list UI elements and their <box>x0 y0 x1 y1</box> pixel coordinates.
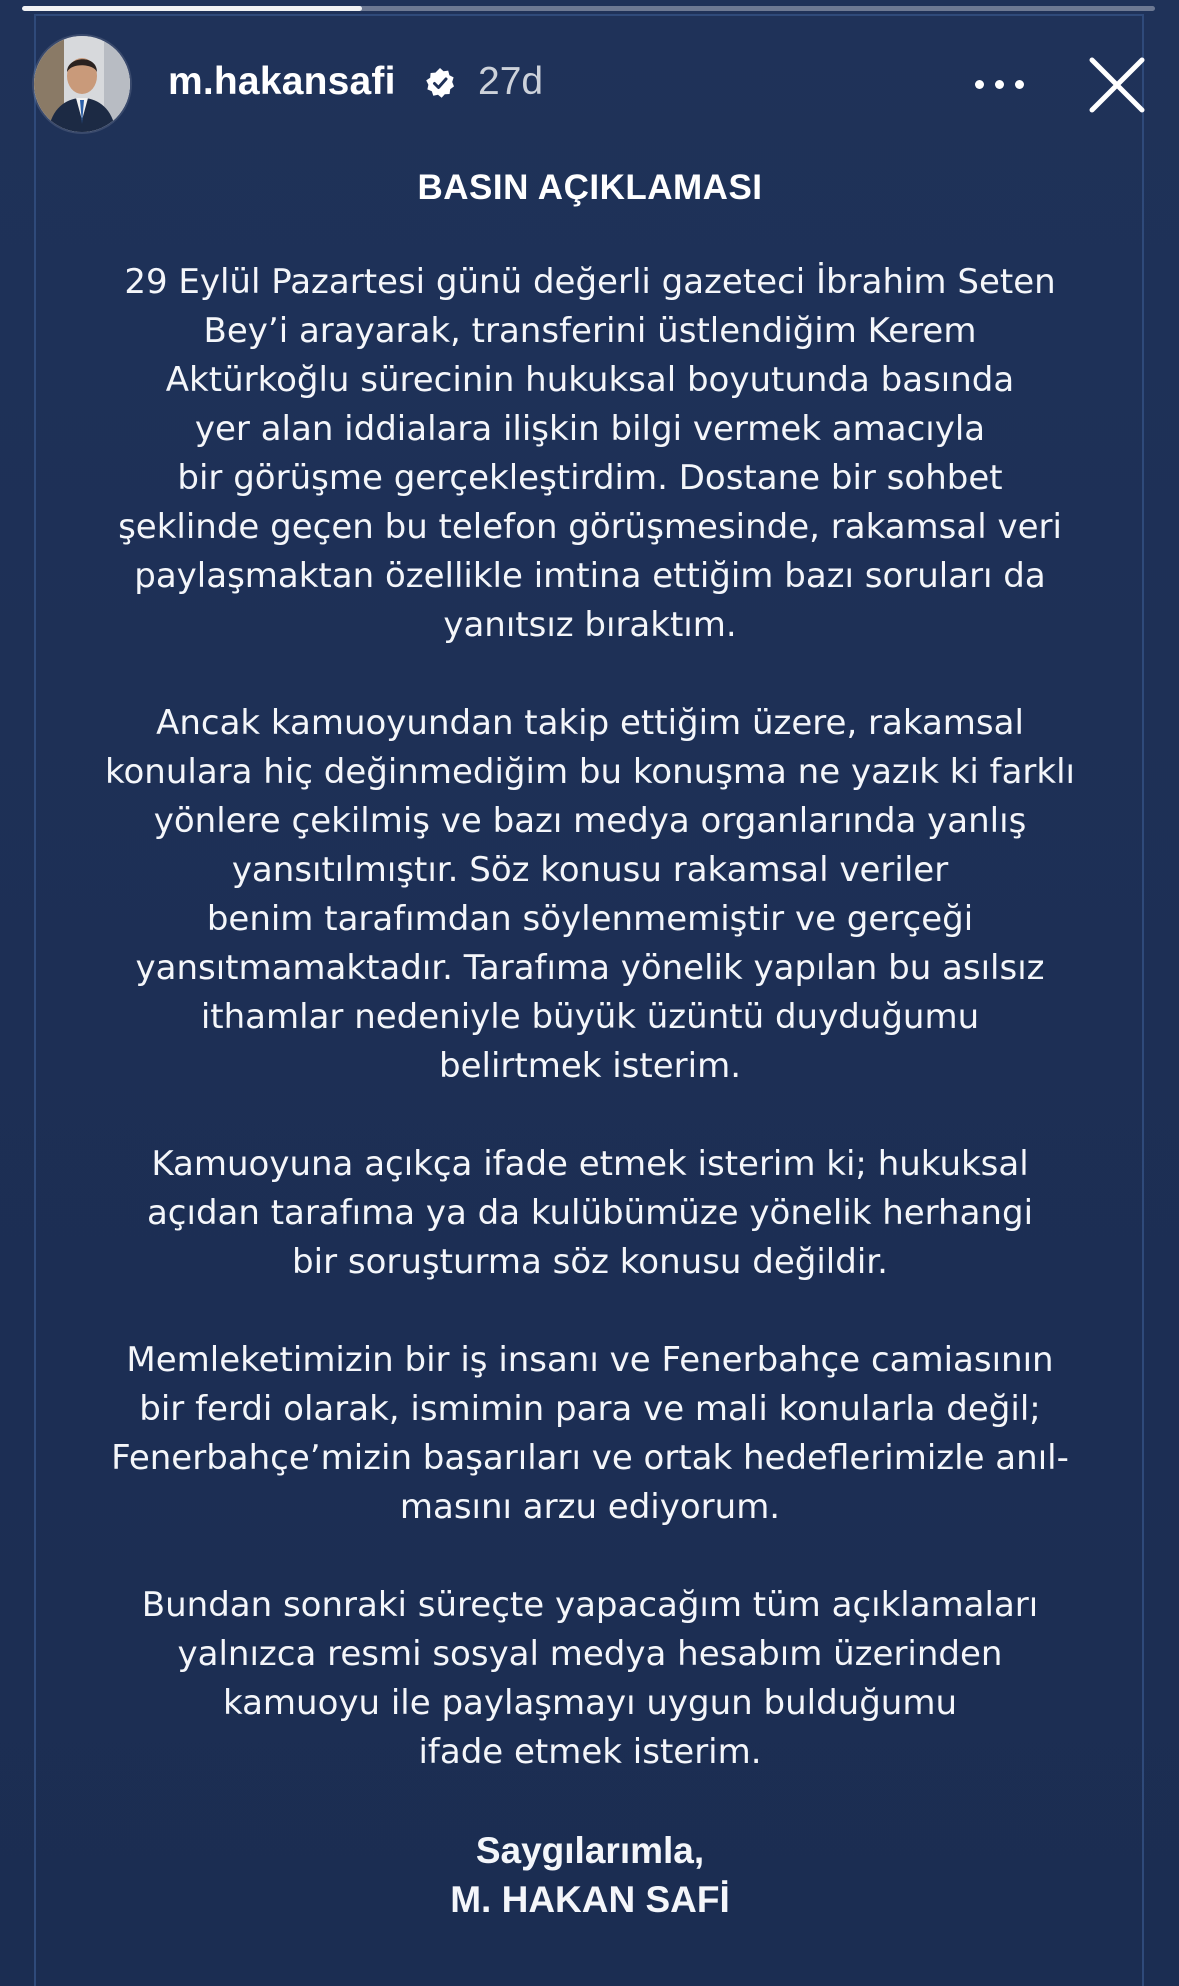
close-button[interactable] <box>1086 54 1148 116</box>
statement-line: açıdan tarafıma ya da kulübümüze yönelik herhangi <box>146 1193 1034 1233</box>
more-horizontal-icon <box>995 80 1004 89</box>
statement-title: BASIN AÇIKLAMASI <box>417 168 763 207</box>
signature-name: M. HAKAN SAFİ <box>450 1879 730 1920</box>
statement-line: yer alan iddialara ilişkin bilgi vermek amacıyla <box>194 409 986 449</box>
username[interactable]: m.hakansafi <box>168 60 396 103</box>
statement-line: Ancak kamuoyundan takip ettiğim üzere, rakamsal <box>156 703 1024 743</box>
more-horizontal-icon <box>975 80 984 89</box>
statement-line: bir soruşturma söz konusu değildir. <box>292 1242 888 1282</box>
close-icon <box>1092 60 1142 110</box>
statement-line: Bundan sonraki süreçte yapacağım tüm açıklamaları <box>141 1585 1039 1625</box>
press-statement <box>60 168 1120 1924</box>
statement-line: masını arzu ediyorum. <box>399 1487 781 1527</box>
statement-line: kamuoyu ile paylaşmayı uygun bulduğumu <box>222 1683 958 1723</box>
statement-line: paylaşmaktan özellikle imtina ettiğim bazı soruları da <box>134 556 1046 596</box>
statement-paragraph <box>60 1581 1120 1777</box>
more-horizontal-icon <box>1015 80 1024 89</box>
statement-line: Fenerbahçe’mizin başarıları ve ortak hedeflerimizle anıl- <box>111 1438 1069 1478</box>
statement-line: Bey’i arayarak, transferini üstlendiğim Kerem <box>203 311 977 351</box>
statement-line: 29 Eylül Pazartesi günü değerli gazeteci İbrahim Seten <box>124 262 1056 302</box>
statement-line: benim tarafımdan söylenmemiştir ve gerçeği <box>206 899 974 939</box>
statement-line: konulara hiç değinmediğim bu konuşma ne yazık ki farklı <box>105 752 1075 792</box>
statement-line: yansıtmamaktadır. Tarafıma yönelik yapılan bu asılsız <box>135 948 1045 988</box>
statement-line: Memleketimizin bir iş insanı ve Fenerbahçe camiasının <box>126 1340 1054 1380</box>
story-progress-bar <box>22 6 1155 11</box>
statement-line: belirtmek isterim. <box>439 1046 741 1086</box>
post-time: 27d <box>478 60 544 103</box>
statement-line: ithamlar nedeniyle büyük üzüntü duyduğumu <box>200 997 980 1037</box>
statement-line: yansıtılmıştır. Söz konusu rakamsal veriler <box>231 850 949 890</box>
statement-signoff <box>60 1826 1120 1924</box>
statement-line: yanıtsız bıraktım. <box>443 605 737 645</box>
statement-line: Kamuoyuna açıkça ifade etmek isterim ki; hukuksal <box>151 1144 1029 1184</box>
avatar[interactable] <box>34 36 130 132</box>
statement-paragraph <box>60 1140 1120 1287</box>
statement-line: yönlere çekilmiş ve bazı medya organlarında yanlış <box>153 801 1027 841</box>
more-options-button[interactable] <box>970 64 1030 104</box>
avatar-photo <box>34 36 130 132</box>
statement-paragraph <box>60 699 1120 1091</box>
story-header <box>0 30 1179 140</box>
statement-line: ifade etmek isterim. <box>418 1732 762 1772</box>
statement-line: bir ferdi olarak, ismimin para ve mali konularla değil; <box>139 1389 1041 1429</box>
statement-line: yalnızca resmi sosyal medya hesabım üzerinden <box>177 1634 1003 1674</box>
statement-line: şeklinde geçen bu telefon görüşmesinde, rakamsal veri <box>118 507 1062 547</box>
closing-text: Saygılarımla, <box>475 1830 705 1871</box>
story-progress-fill <box>22 6 362 11</box>
statement-line: bir görüşme gerçekleştirdim. Dostane bir sohbet <box>177 458 1003 498</box>
statement-body <box>60 258 1120 1777</box>
verified-badge-icon <box>424 67 456 99</box>
statement-paragraph <box>60 1336 1120 1532</box>
statement-line: Aktürkoğlu sürecinin hukuksal boyutunda basında <box>165 360 1015 400</box>
statement-paragraph <box>60 258 1120 650</box>
